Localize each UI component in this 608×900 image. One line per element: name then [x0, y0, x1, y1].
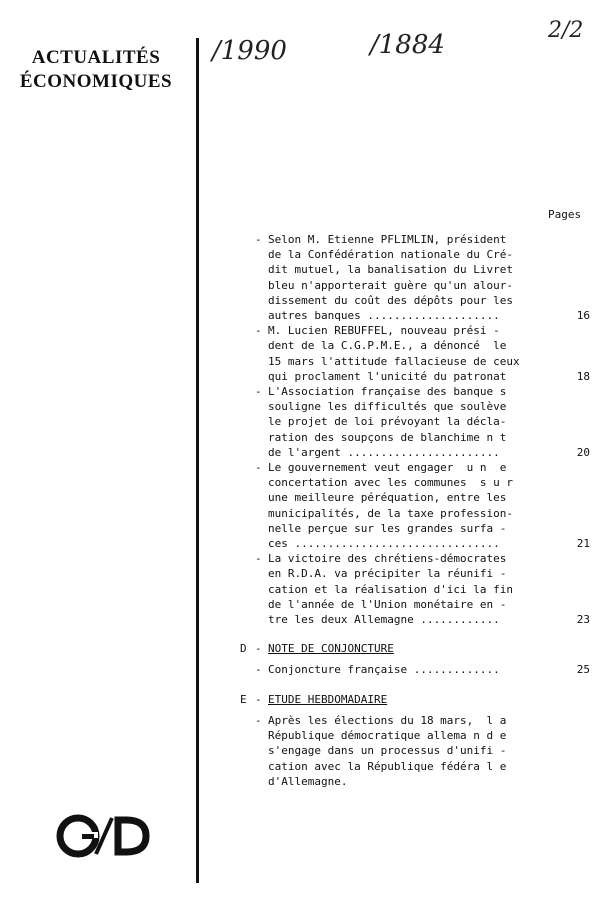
entry-text: La victoire des chrétiens-démocrates en R.D.A. va précipiter la réunifi - cation et la réalisation d'ici la fin de l'année de l'Union monétaire en - tre les deux Allemagne ............: [268, 552, 514, 627]
entry-bullet: -: [255, 713, 262, 727]
entry-text: Conjoncture française .............: [268, 663, 500, 677]
entry-page-number: 18: [576, 369, 590, 383]
entry-page-number: 21: [576, 537, 590, 551]
gd-logo-icon: [56, 812, 152, 860]
masthead-line-2: ÉCONOMIQUES: [19, 71, 173, 92]
table-of-contents: [240, 232, 590, 789]
entry-bullet: -: [255, 385, 262, 399]
entry-bullet: -: [255, 552, 262, 566]
entry-bullet: -: [255, 663, 262, 677]
toc-entry: [240, 662, 590, 677]
section-title: NOTE DE CONJONCTURE: [268, 642, 394, 656]
entry-text: M. Lucien REBUFFEL, nouveau prési - dent de la C.G.P.M.E., a dénoncé le 15 mars l'attitude fallacieuse de ceux qui proclament l'unicité du patronat: [268, 324, 520, 383]
entry-bullet: -: [255, 324, 262, 338]
entry-bullet: -: [255, 461, 262, 475]
entry-text: Le gouvernement veut engager u n e concertation avec les communes s u r une meilleure péréquation, entre les municipalités, de la taxe profession- nelle perçue sur les grandes surfa - ces ...............................: [268, 461, 514, 551]
entry-text: L'Association française des banque s souligne les difficultés que soulève le projet de loi prévoyant la décla- ration des soupçons de blanchime n t de l'argent .......................: [268, 385, 507, 459]
entry-bullet: -: [255, 233, 262, 246]
toc-entry: [240, 460, 590, 551]
handwritten-note-year: /1990: [212, 36, 287, 66]
section-letter: E: [240, 692, 247, 706]
section-dash: -: [255, 692, 262, 706]
section-e: [240, 692, 590, 707]
section-dash: -: [255, 642, 262, 656]
toc-entry: [240, 384, 590, 460]
masthead: [6, 46, 186, 94]
toc-entry: [240, 713, 590, 789]
pages-column-label: Pages: [548, 208, 582, 221]
section-letter: D: [240, 642, 247, 656]
entry-page-number: 20: [576, 445, 590, 459]
section-d: [240, 641, 590, 656]
section-title: ETUDE HEBDOMADAIRE: [268, 692, 388, 706]
entry-page-number: 23: [576, 613, 590, 627]
handwritten-note-number: /1884: [370, 30, 445, 60]
masthead-line-1: ACTUALITÉS: [31, 47, 161, 68]
toc-entry: [240, 232, 590, 323]
entry-page-number: 25: [576, 663, 590, 677]
vertical-divider: [196, 38, 199, 883]
toc-entry: [240, 323, 590, 384]
handwritten-note-page: 2/2: [548, 18, 584, 43]
entry-text: Selon M. Etienne PFLIMLIN, président de la Confédération nationale du Cré- dit mutuel, la banalisation du Livret bleu n'apporterait guère qu'un alour- dissement du coût des dépôts pour les autres banques ....................: [268, 233, 514, 323]
toc-entry: [240, 551, 590, 627]
entry-text: Après les élections du 18 mars, l a République démocratique allema n d e s'engage dans un processus d'unifi - cation avec la République fédéra l e d'Allemagne.: [268, 713, 507, 788]
entry-page-number: 16: [576, 309, 590, 323]
